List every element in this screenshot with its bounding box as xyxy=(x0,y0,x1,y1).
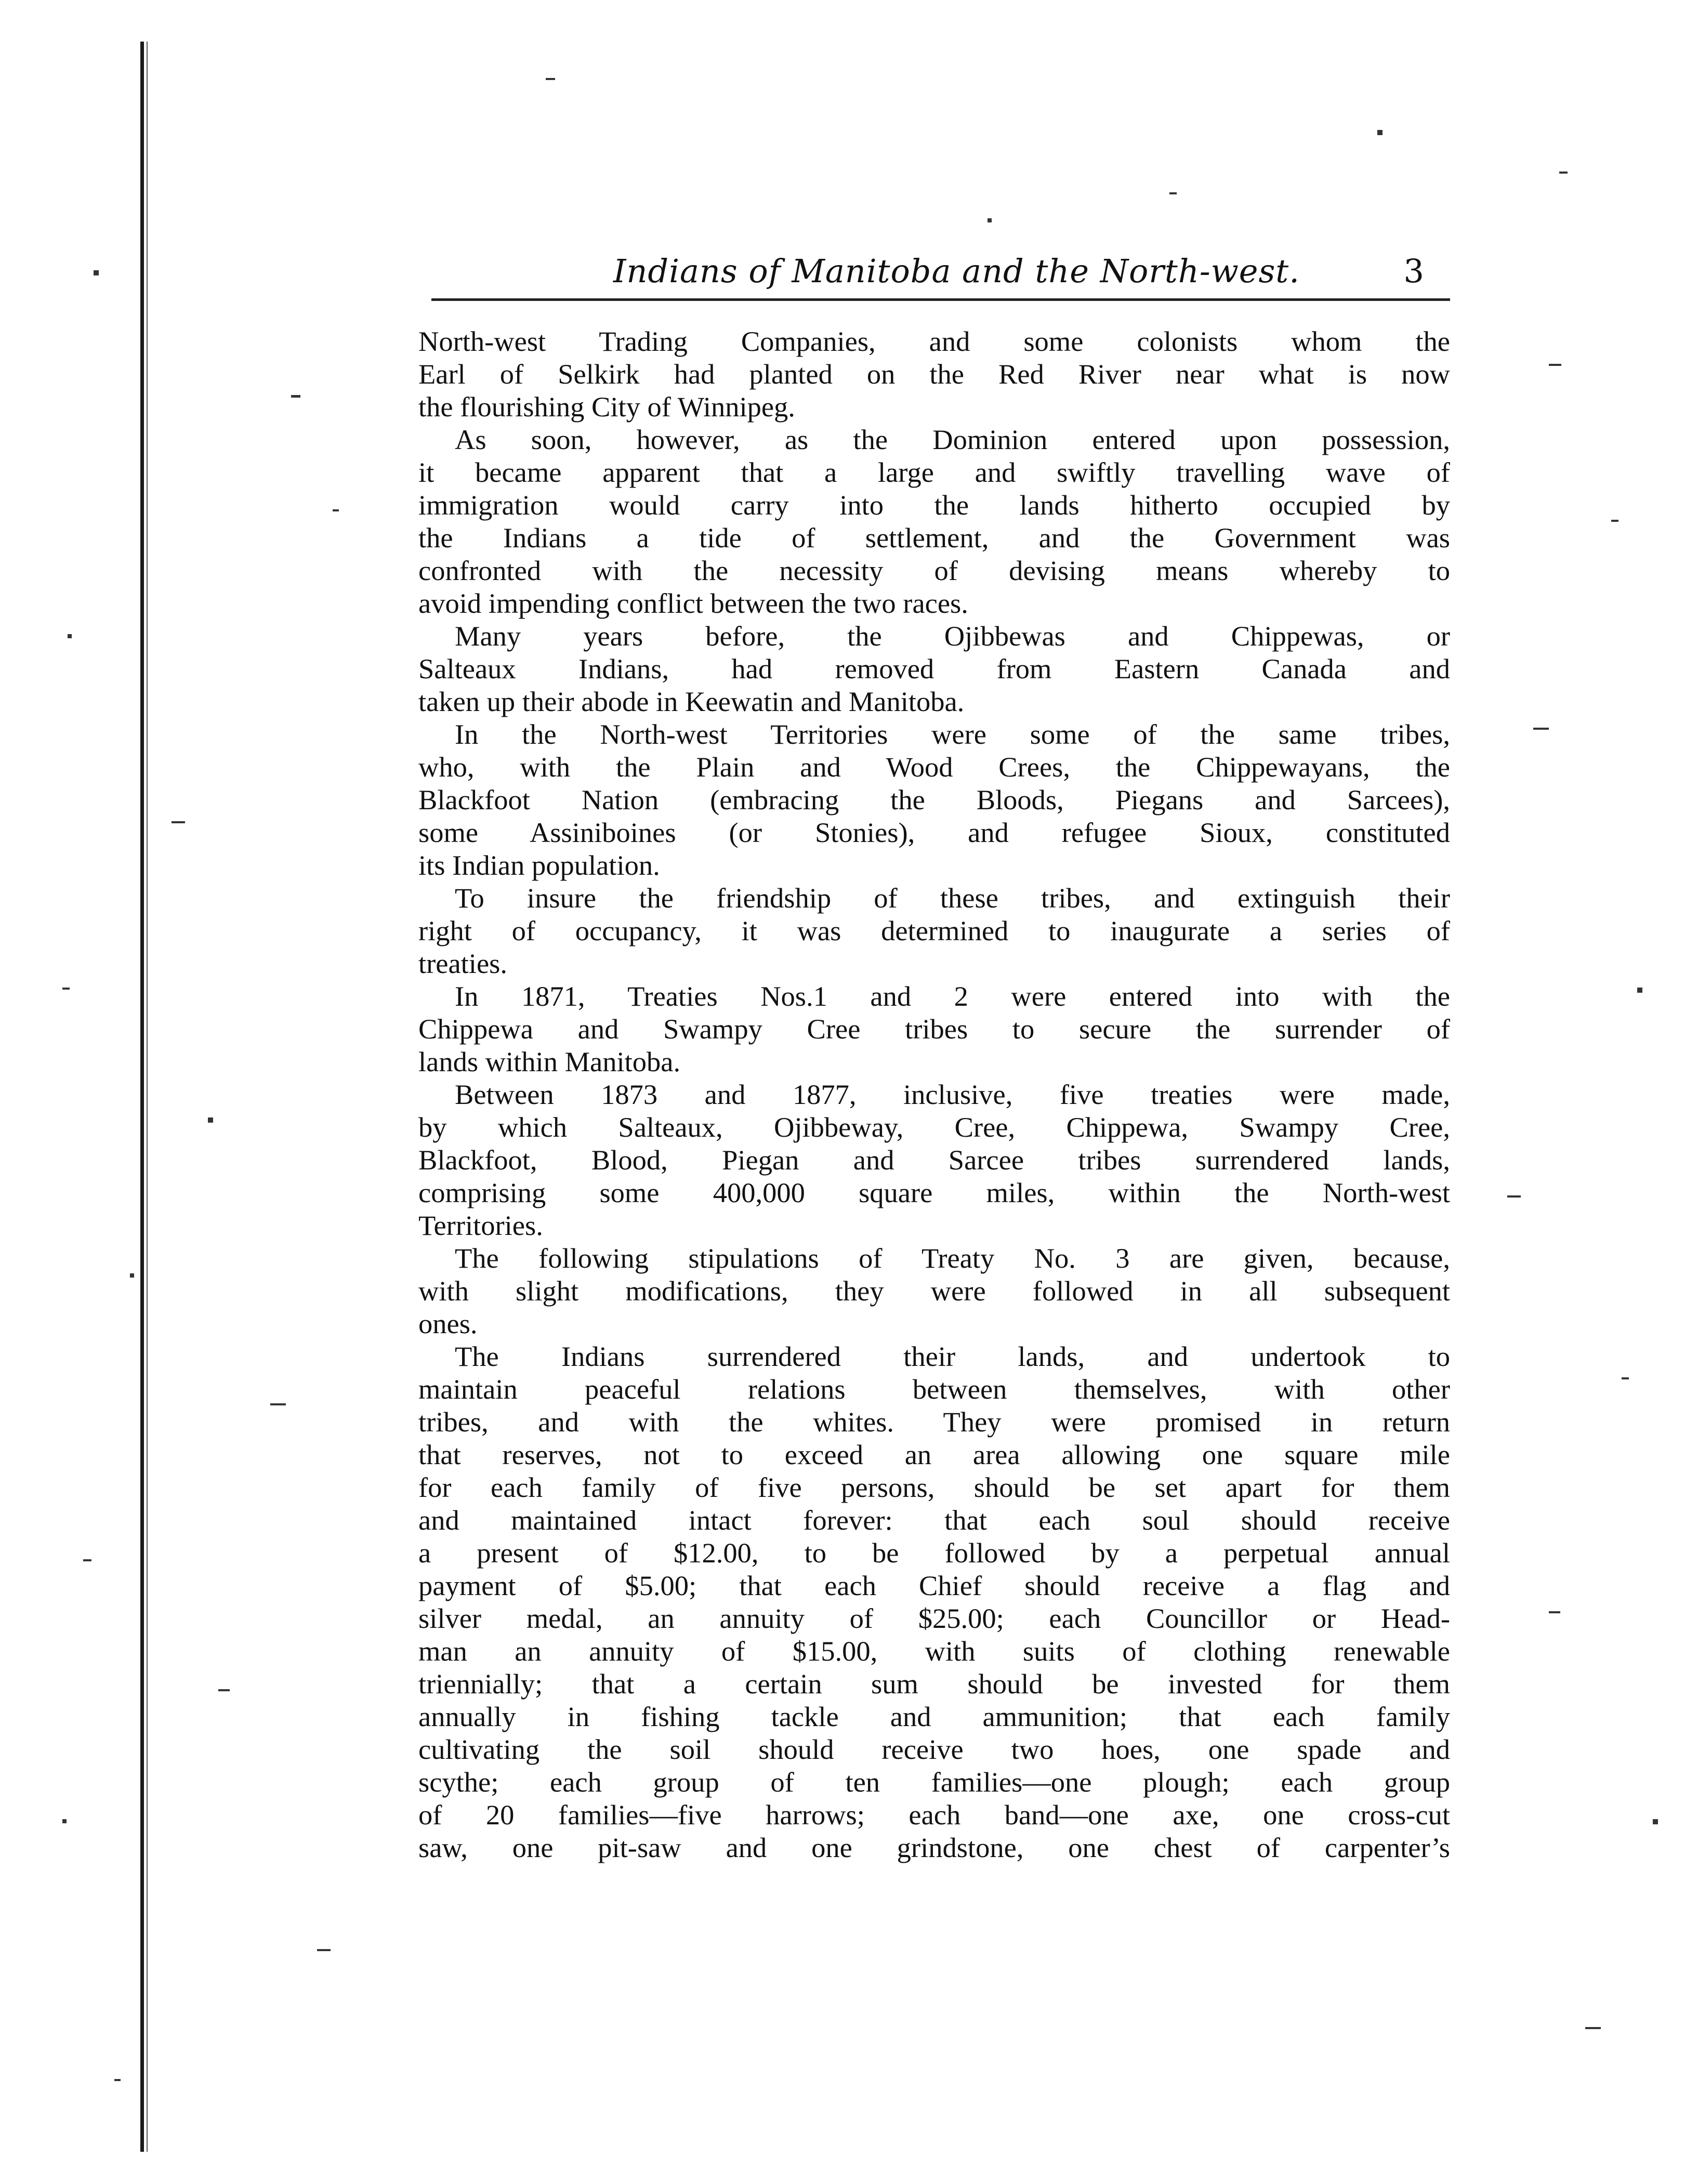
binding-edge-shadow xyxy=(147,42,148,2152)
text-line: maintain peaceful relations between themselves, with other xyxy=(418,1373,1450,1405)
text-line: ones. xyxy=(418,1308,478,1339)
scan-speck xyxy=(114,2079,121,2081)
scan-speck xyxy=(1169,192,1177,194)
scan-speck xyxy=(83,1559,91,1561)
scan-speck xyxy=(1585,2027,1601,2029)
scan-speck xyxy=(1377,130,1383,135)
scan-speck xyxy=(1653,1819,1658,1824)
text-line: treaties. xyxy=(418,948,507,979)
text-line: with slight modifications, they were followed in all subsequent xyxy=(418,1275,1450,1307)
text-line: taken up their abode in Keewatin and Manitoba. xyxy=(418,686,965,717)
text-line: Earl of Selkirk had planted on the Red River near what is now xyxy=(418,358,1450,390)
text-line: that reserves, not to exceed an area allowing one square mile xyxy=(418,1439,1450,1470)
text-line: some Assiniboines (or Stonies), and refugee Sioux, constituted xyxy=(418,817,1450,848)
text-line: cultivating the soil should receive two hoes, one spade and xyxy=(418,1733,1450,1765)
text-line: Between 1873 and 1877, inclusive, five treaties were made, xyxy=(455,1078,1450,1110)
text-line: payment of $5.00; that each Chief should receive a flag and xyxy=(418,1570,1450,1601)
scan-speck xyxy=(270,1403,286,1405)
text-line: a present of $12.00, to be followed by a perpetual annual xyxy=(418,1537,1450,1569)
running-title: Indians of Manitoba and the North-west. xyxy=(613,252,1300,290)
text-line: As soon, however, as the Dominion entered upon possession, xyxy=(455,424,1450,455)
binding-edge-line xyxy=(140,42,144,2152)
text-line: Salteaux Indians, had removed from Eastern Canada and xyxy=(418,653,1450,685)
text-line: for each family of five persons, should be set apart for them xyxy=(418,1471,1450,1503)
text-line: The following stipulations of Treaty No. 3 are given, because, xyxy=(455,1242,1450,1274)
text-line: North-west Trading Companies, and some colonists whom the xyxy=(418,325,1450,357)
scan-speck xyxy=(130,1273,134,1278)
scan-speck xyxy=(62,1819,67,1823)
text-line: its Indian population. xyxy=(418,849,660,881)
scan-speck xyxy=(208,1117,213,1123)
scan-speck xyxy=(94,270,99,275)
text-line: Many years before, the Ojibbewas and Chippewas, or xyxy=(455,620,1450,652)
text-line: The Indians surrendered their lands, and undertook to xyxy=(455,1340,1450,1372)
scan-speck xyxy=(546,78,555,80)
text-line: Territories. xyxy=(418,1209,543,1241)
text-line: lands within Manitoba. xyxy=(418,1046,681,1077)
text-line: In the North-west Territories were some of the same tribes, xyxy=(455,718,1450,750)
text-line: of 20 families—five harrows; each band—one axe, one cross-cut xyxy=(418,1799,1450,1831)
text-line: Blackfoot Nation (embracing the Bloods, Piegans and Sarcees), xyxy=(418,784,1450,815)
scan-speck xyxy=(1611,520,1618,522)
text-line: Blackfoot, Blood, Piegan and Sarcee tribes surrendered lands, xyxy=(418,1144,1450,1176)
text-line: scythe; each group of ten families—one plough; each group xyxy=(418,1766,1450,1798)
scan-speck xyxy=(62,988,70,990)
text-line: saw, one pit-saw and one grindstone, one chest of carpenter’s xyxy=(418,1832,1450,1863)
text-line: confronted with the necessity of devising means whereby to xyxy=(418,555,1450,586)
text-line: To insure the friendship of these tribes, and extinguish their xyxy=(455,882,1450,914)
text-line: annually in fishing tackle and ammunition; that each family xyxy=(418,1701,1450,1732)
text-line: right of occupancy, it was determined to inaugurate a series of xyxy=(418,915,1450,946)
scan-speck xyxy=(1533,728,1549,730)
scan-speck xyxy=(1559,172,1568,174)
text-line: tribes, and with the whites. They were promised in return xyxy=(418,1406,1450,1438)
text-line: the Indians a tide of settlement, and the Government was xyxy=(418,522,1450,554)
text-line: the flourishing City of Winnipeg. xyxy=(418,391,795,423)
scan-speck xyxy=(317,1949,331,1951)
scan-speck xyxy=(68,634,72,638)
scan-speck xyxy=(172,821,185,823)
text-line: by which Salteaux, Ojibbeway, Cree, Chippewa, Swampy Cree, xyxy=(418,1111,1450,1143)
scan-speck xyxy=(291,395,300,398)
text-line: Chippewa and Swampy Cree tribes to secure the surrender of xyxy=(418,1013,1450,1045)
page-number: 3 xyxy=(1403,252,1424,290)
text-line: comprising some 400,000 square miles, within the North-west xyxy=(418,1177,1450,1208)
text-line: immigration would carry into the lands hitherto occupied by xyxy=(418,489,1450,521)
scan-speck xyxy=(1622,1377,1629,1379)
scan-speck xyxy=(1549,1611,1560,1613)
text-line: it became apparent that a large and swiftly travelling wave of xyxy=(418,456,1450,488)
text-line: man an annuity of $15.00, with suits of clothing renewable xyxy=(418,1635,1450,1667)
header-rule xyxy=(431,298,1450,301)
scan-speck xyxy=(218,1689,230,1691)
text-line: avoid impending conflict between the two races. xyxy=(418,587,968,619)
scan-speck xyxy=(1549,364,1561,366)
text-line: triennially; that a certain sum should be invested for them xyxy=(418,1668,1450,1700)
text-line: silver medal, an annuity of $25.00; each Councillor or Head- xyxy=(418,1602,1450,1634)
page-header xyxy=(416,247,1455,294)
body-text xyxy=(418,325,1450,1864)
scan-speck xyxy=(1637,988,1642,993)
scan-speck xyxy=(333,509,339,511)
text-line: In 1871, Treaties Nos.1 and 2 were entered into with the xyxy=(455,980,1450,1012)
text-line: who, with the Plain and Wood Crees, the Chippewayans, the xyxy=(418,751,1450,783)
text-line: and maintained intact forever: that each soul should receive xyxy=(418,1504,1450,1536)
scan-speck xyxy=(988,218,992,222)
scan-speck xyxy=(1507,1195,1521,1198)
